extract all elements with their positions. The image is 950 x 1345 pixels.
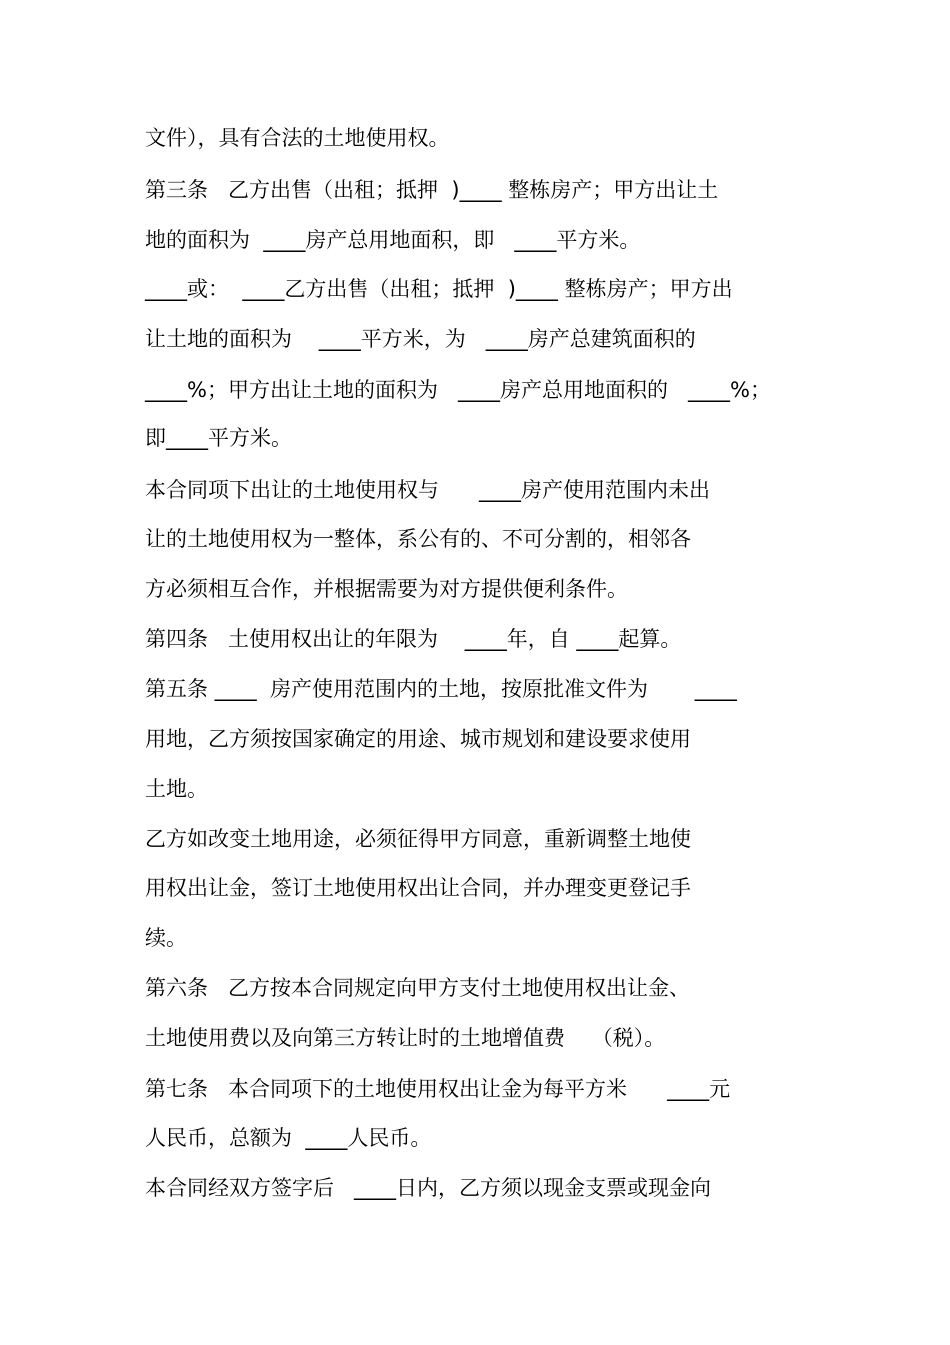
text-line: 地的面积为 ____房产总用地面积，即 ____平方米。 (145, 228, 641, 252)
text-line: 第五条 ____ 房产使用范围内的土地，按原批准文件为 ____ (145, 677, 737, 701)
text-line: 土地。 (145, 777, 208, 801)
text-line: 用地，乙方须按国家确定的用途、城市规划和建设要求使用 (145, 727, 691, 751)
text-line: 第六条 乙方按本合同规定向甲方支付土地使用权出让金、 (145, 976, 691, 1000)
text-line: 文件），具有合法的土地使用权。 (145, 126, 450, 150)
text-line: ____%；甲方出让土地的面积为 ____房产总用地面积的 ____%； (145, 378, 771, 402)
text-line: 第四条 土使用权出让的年限为 ____年，自 ____起算。 (145, 627, 682, 651)
text-line: 续。 (145, 926, 187, 950)
text-line: 用权出让金，签订土地使用权出让合同，并办理变更登记手 (145, 876, 691, 900)
text-line: 让的土地使用权为一整体，系公有的、不可分割的，相邻各 (145, 527, 691, 551)
text-line: 即____平方米。 (145, 426, 292, 450)
text-line: 土地使用费以及向第三方转让时的土地增值费 （税）。 (145, 1026, 666, 1050)
text-line: 让土地的面积为 ____平方米，为 ____房产总建筑面积的 (145, 327, 696, 351)
text-line: ____或： ____乙方出售（出租；抵押 )____ 整栋房产；甲方出 (145, 277, 733, 301)
text-line: 本合同经双方签字后 ____日内，乙方须以现金支票或现金向 (145, 1176, 712, 1200)
text-line: 本合同项下出让的土地使用权与 ____房产使用范围内未出 (145, 478, 711, 502)
text-line: 第七条 本合同项下的土地使用权出让金为每平方米 ____元 (145, 1077, 731, 1101)
text-line: 人民币，总额为 ____人民币。 (145, 1126, 432, 1150)
text-line: 方必须相互合作，并根据需要为对方提供便利条件。 (145, 577, 628, 601)
text-line: 第三条 乙方出售（出租；抵押 )____ 整栋房产；甲方出让土 (145, 178, 719, 202)
text-line: 乙方如改变土地用途，必须征得甲方同意，重新调整土地使 (145, 827, 691, 851)
